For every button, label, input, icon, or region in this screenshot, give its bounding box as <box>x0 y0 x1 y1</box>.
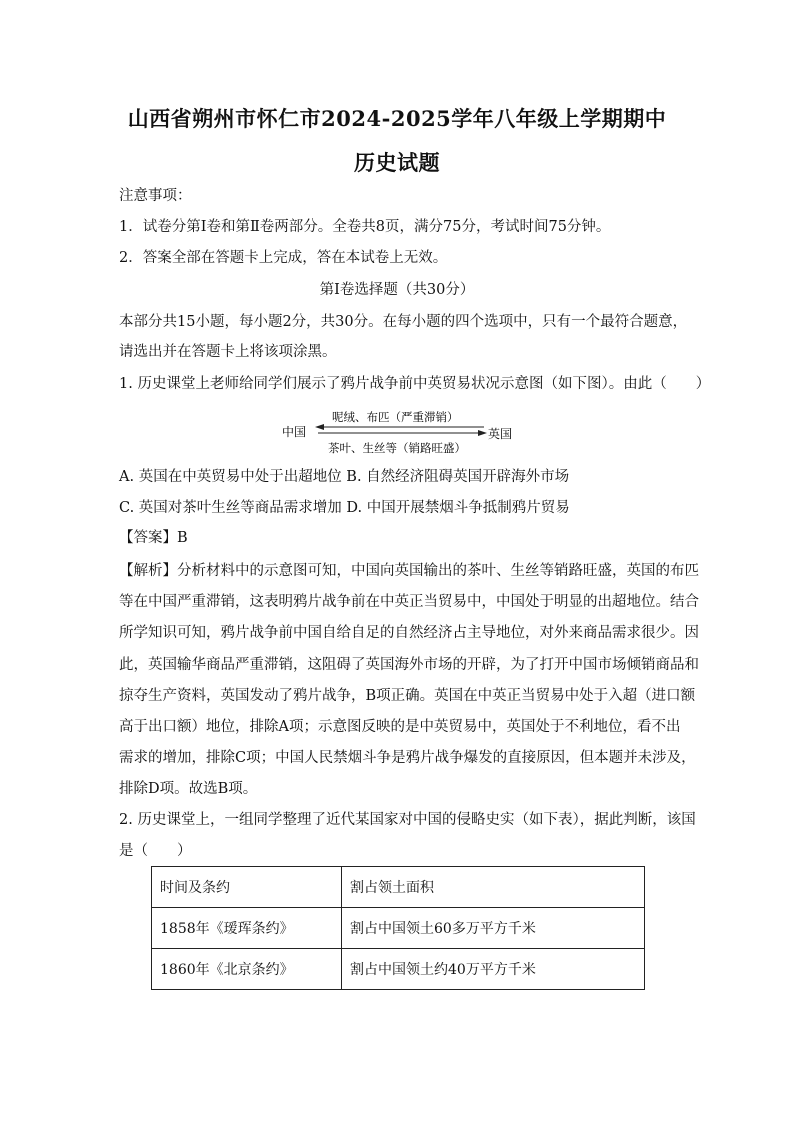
trade-diagram <box>282 406 522 458</box>
table-row <box>152 908 645 949</box>
section-heading: 第Ⅰ卷选择题（共30分） <box>319 282 475 298</box>
note-item-2: 2．答案全部在答题卡上完成，答在本试卷上无效。 <box>119 250 448 266</box>
section-intro-line: 请选出并在答题卡上将该项涂黑。 <box>119 344 337 360</box>
question-1-answer: 【答案】B <box>119 530 188 546</box>
diagram-bottom-text: 茶叶、生丝等（销路旺盛） <box>328 441 466 455</box>
exam-title: 山西省朔州市怀仁市2024-2025学年八年级上学期期中 <box>127 106 667 131</box>
diagram-britain-label: 英国 <box>488 427 513 441</box>
analysis-line: 高于出口额）地位，排除A项；示意图反映的是中英贸易中，英国处于不利地位，看不出 <box>119 719 681 735</box>
table-header-cell: 割占领土面积 <box>342 867 645 908</box>
analysis-line: 等在中国严重滞销，这表明鸦片战争前在中英正当贸易中，中国处于明显的出超地位。结合 <box>119 594 699 610</box>
analysis-line: 掠夺生产资料，英国发动了鸦片战争，B项正确。英国在中英正当贸易中处于入超（进口额 <box>119 688 696 704</box>
question-2-stem-cont: 是（ ） <box>119 843 192 859</box>
table-header-row <box>152 867 645 908</box>
analysis-line: 此，英国输华商品严重滞销，这阻碍了英国海外市场的开辟，为了打开中国市场倾销商品和 <box>119 657 699 673</box>
table-row <box>152 949 645 990</box>
table-cell: 1860年《北京条约》 <box>152 949 342 990</box>
exam-subtitle: 历史试题 <box>354 150 440 175</box>
question-1-options-ab: A. 英国在中英贸易中处于出超地位 B. 自然经济阻碍英国开辟海外市场 <box>119 469 570 485</box>
analysis-line: 需求的增加，排除C项；中国人民禁烟斗争是鸦片战争爆发的直接原因，但本题并未涉及， <box>119 750 696 766</box>
analysis-line: 【解析】分析材料中的示意图可知，中国向英国输出的茶叶、生丝等销路旺盛，英国的布匹 <box>119 563 699 579</box>
diagram-top-text: 呢绒、布匹（严重滞销） <box>332 410 459 424</box>
arrow-head-left-icon <box>315 424 324 430</box>
question-2-stem: 2. 历史课堂上，一组同学整理了近代某国家对中国的侵略史实（如下表），据此判断，该国 <box>119 812 696 828</box>
table-header-cell: 时间及条约 <box>152 867 342 908</box>
table-cell: 割占中国领土60多万平方千米 <box>342 908 645 949</box>
analysis-line: 所学知识可知，鸦片战争前中国自给自足的自然经济占主导地位，对外来商品需求很少。因 <box>119 625 699 641</box>
question-1-options-cd: C. 英国对茶叶生丝等商品需求增加 D. 中国开展禁烟斗争抵制鸦片贸易 <box>119 500 570 516</box>
question-1-stem: 1. 历史课堂上老师给同学们展示了鸦片战争前中英贸易状况示意图（如下图）。由此（ ） <box>119 376 711 392</box>
notes-heading: 注意事项： <box>119 188 192 204</box>
table-cell: 割占中国领土约40万平方千米 <box>342 949 645 990</box>
analysis-line: 排除D项。故选B项。 <box>119 781 258 797</box>
treaty-table <box>151 866 645 990</box>
note-item-1: 1．试卷分第Ⅰ卷和第Ⅱ卷两部分。全卷共8页，满分75分，考试时间75分钟。 <box>119 219 611 235</box>
arrow-head-right-icon <box>478 430 487 436</box>
table-cell: 1858年《瑷珲条约》 <box>152 908 342 949</box>
section-intro-line: 本部分共15小题，每小题2分，共30分。在每小题的四个选项中，只有一个最符合题意， <box>119 314 688 330</box>
diagram-china-label: 中国 <box>282 425 307 439</box>
